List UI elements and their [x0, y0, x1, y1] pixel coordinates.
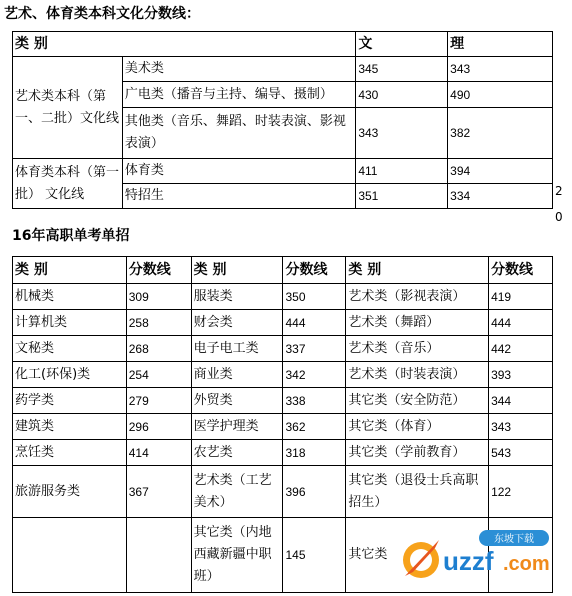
score-cell: 309 [126, 284, 191, 310]
category-cell: 计算机类 [13, 310, 127, 336]
header-category: 类 别 [13, 32, 356, 57]
category-cell: 艺术类（影视表演） [346, 284, 489, 310]
category-cell: 艺术类（时装表演） [346, 362, 489, 388]
score-cell: 342 [283, 362, 346, 388]
category-cell: 其它类（学前教育） [346, 440, 489, 466]
score-cell: 367 [126, 466, 191, 518]
category-cell: 服装类 [191, 284, 283, 310]
score-cell: 296 [126, 414, 191, 440]
score-cell: 350 [283, 284, 346, 310]
watermark-logo-icon [395, 526, 565, 592]
sub-category: 体育类 [122, 159, 356, 184]
section-title-vocational: 16年高职单考单招 [12, 228, 130, 244]
table-row [13, 466, 553, 518]
category-cell [13, 518, 127, 593]
uzzf-watermark-logo [395, 526, 565, 592]
score-cell: 444 [283, 310, 346, 336]
score-cell: 343 [489, 414, 553, 440]
score-cell: 393 [489, 362, 553, 388]
category-cell: 化工(环保)类 [13, 362, 127, 388]
category-cell: 药学类 [13, 388, 127, 414]
table-row [13, 414, 553, 440]
table-header-row [13, 32, 553, 57]
score-cell: 396 [283, 466, 346, 518]
score-cell: 419 [489, 284, 553, 310]
category-cell: 商业类 [191, 362, 283, 388]
score-li: 490 [448, 82, 553, 108]
table-row [13, 440, 553, 466]
category-cell: 艺术类（工艺美术） [191, 466, 283, 518]
table-row [13, 159, 553, 184]
score-cell [126, 518, 191, 593]
category-cell: 其它类（内地西藏新疆中职班） [191, 518, 283, 593]
category-cell: 其它类（体育） [346, 414, 489, 440]
score-cell: 543 [489, 440, 553, 466]
sub-category: 其他类（音乐、舞蹈、时装表演、影视表演） [122, 108, 356, 159]
header-category: 类 别 [191, 257, 283, 284]
score-cell: 414 [126, 440, 191, 466]
table-row [13, 310, 553, 336]
category-cell: 农艺类 [191, 440, 283, 466]
score-cell: 258 [126, 310, 191, 336]
score-wen: 411 [356, 159, 448, 184]
category-cell: 外贸类 [191, 388, 283, 414]
score-cell: 344 [489, 388, 553, 414]
watermark-brand: uzzf [443, 546, 494, 576]
watermark-suffix: .com [503, 553, 550, 575]
score-li: 394 [448, 159, 553, 184]
category-cell: 其它类 [346, 518, 489, 593]
table-row [13, 284, 553, 310]
score-cell: 122 [489, 466, 553, 518]
category-cell: 其它类（退役士兵高职招生） [346, 466, 489, 518]
table-row [13, 362, 553, 388]
category-cell: 艺术类（舞蹈） [346, 310, 489, 336]
score-li: 343 [448, 57, 553, 82]
score-cell: 145 [283, 518, 346, 593]
score-li: 334 [448, 184, 553, 209]
header-category: 类 别 [13, 257, 127, 284]
header-score: 分数线 [489, 257, 553, 284]
table-row [13, 57, 553, 82]
score-cell: 337 [283, 336, 346, 362]
side-char: 0 [555, 210, 563, 224]
score-wen: 345 [356, 57, 448, 82]
table-row [13, 336, 553, 362]
score-cell: 318 [283, 440, 346, 466]
score-cell: 254 [126, 362, 191, 388]
score-cell: 268 [126, 336, 191, 362]
header-li: 理 [448, 32, 553, 57]
category-cell: 烹饪类 [13, 440, 127, 466]
section-title-art-sports: 艺术、体育类本科文化分数线： [4, 6, 200, 22]
watermark-tag: 东坡下载 [494, 534, 534, 545]
art-sports-score-table [12, 31, 553, 209]
score-cell: 442 [489, 336, 553, 362]
category-cell: 医学护理类 [191, 414, 283, 440]
side-fragment-text [555, 178, 565, 230]
category-cell: 建筑类 [13, 414, 127, 440]
header-score: 分数线 [126, 257, 191, 284]
table-header-row [13, 257, 553, 284]
score-wen: 430 [356, 82, 448, 108]
score-li: 382 [448, 108, 553, 159]
side-char: 2 [555, 184, 563, 198]
category-cell: 财会类 [191, 310, 283, 336]
group-name: 艺术类本科（第一、二批）文化线 [13, 57, 123, 159]
category-cell: 旅游服务类 [13, 466, 127, 518]
category-cell: 艺术类（音乐） [346, 336, 489, 362]
score-cell: 362 [283, 414, 346, 440]
header-wen: 文 [356, 32, 448, 57]
sub-category: 美术类 [122, 57, 356, 82]
score-wen: 351 [356, 184, 448, 209]
sub-category: 特招生 [122, 184, 356, 209]
score-cell: 338 [283, 388, 346, 414]
sub-category: 广电类（播音与主持、编导、摄制） [122, 82, 356, 108]
category-cell: 机械类 [13, 284, 127, 310]
category-cell: 其它类（安全防范） [346, 388, 489, 414]
score-cell: 444 [489, 310, 553, 336]
score-cell: 279 [126, 388, 191, 414]
group-name: 体育类本科（第一批） 文化线 [13, 159, 123, 209]
category-cell: 文秘类 [13, 336, 127, 362]
header-category: 类 别 [346, 257, 489, 284]
score-wen: 343 [356, 108, 448, 159]
table-row [13, 388, 553, 414]
category-cell: 电子电工类 [191, 336, 283, 362]
header-score: 分数线 [283, 257, 346, 284]
